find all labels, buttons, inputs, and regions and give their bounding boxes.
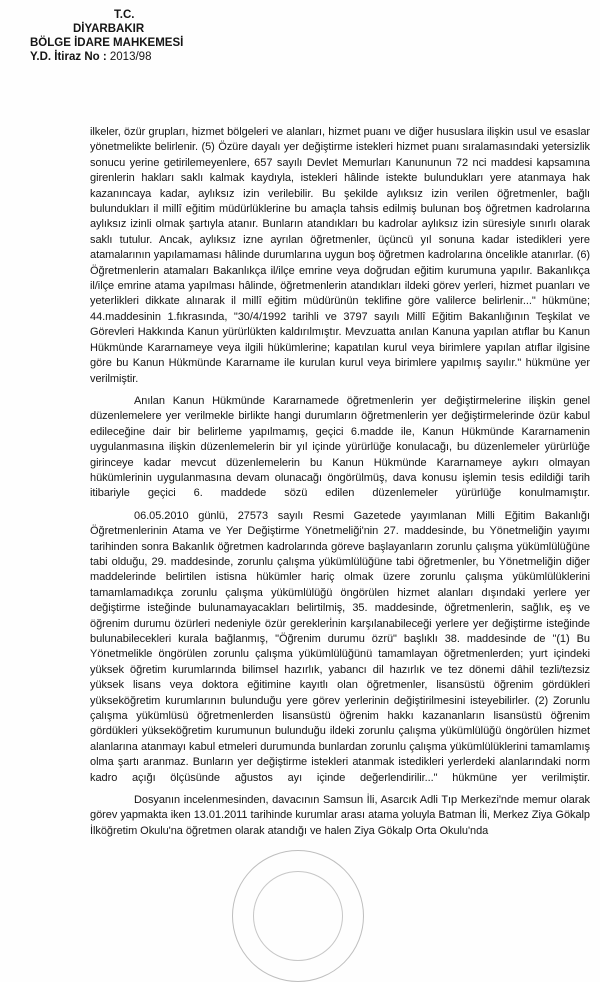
reference-label: Y.D. İtiraz No : [30,51,107,63]
court-seal-inner-ring [253,871,343,961]
document-body [90,125,590,839]
header-court-name: BÖLGE İDARE MAHKEMESİ [30,37,184,49]
reference-number: 2013/98 [109,51,152,63]
header-tc: T.C. [114,9,135,21]
court-seal-stamp [232,850,364,982]
paragraph-3: 06.05.2010 günlü, 27573 sayılı Resmi Gazetede yayımlanan Milli Eğitim Bakanlığı Öğretmenlerinin Atama ve Yer Değiştirme Yönetmeliği'nin 27. maddesinde, bu Yönetmeliğin yayımı tarihinden sonra Bakanlık öğretmen kadrolarında göreve başlayanların zorunlu çalışma yükümlülüğüne tabi olduğu, 29. maddesinde, zorunlu çalışma yükümlülüğüne tabi öğretmenler, bu Yönetmeliğin diğer maddelerinde belirtilen istisna hükümler hariç olmak üzere zorunlu çalışma yükümlülüklerini tamamlamadıkça zorunlu çalışma yükümlülüğü öngörülen hizmet alanları dışındaki yerlere yer değiştirme isteğinde bulunamayacakları belirtilmiş, 35. maddesinde, öğretmenlerin, sağlık, eş ve öğrenim durumu özürleri nedeniyle özür gerekleri̇nin karşılanabileceği yerlere yer değiştirme isteğinde bulunabilecekleri kurala bağlanmış, "Öğrenim durumu özrü" başlıklı 38. maddesinde de "(1) Bu Yönetmelikle öngörülen zorunlu çalışma yükümlülüğünü tamamlayan öğretmenlerden; yurt içindeki yüksek öğretim kurumlarında bilimsel hazırlık, yabancı dil hazırlık ve tez dönemi dâhil tezli/tezsiz yüksek lisans veya doktora eğitimine kayıtlı olan öğretmenler, lisansüstü öğrenim gördükleri yükseköğretim kurumlarının bulunduğu yere görev yerlerinin değiştirilmesini isteyebilirler. (2) Zorunlu çalışma yükümlüsü öğretmenlerden lisansüstü öğrenim hakkı kazananların lisansüstü öğrenim gördükleri yükseköğretim kurumunun bulunduğu ildeki zorunlu çalışma yükümlülüğü öngörülen hizmet alanlarına atanmayı kabul etmeleri durumunda bunlardan zorunlu çalışma yükümlülüklerini tamamlamış olma şartı aranmaz. Bunların yer değiştirme istekleri atanmak istedikleri yerlerdeki alanlarındaki norm kadro açığı ölçüsünde ağustos ayı içinde değerlendirilir..." hükmüne yer verilmiştir. [90,509,590,784]
header-city: DİYARBAKIR [73,23,145,35]
document-header [30,8,183,64]
paragraph-4: Dosyanın incelenmesinden, davacının Samsun İli, Asarcık Adli Tıp Merkezi'nde memur olarak görev yapmakta iken 13.01.2011 tarihinde kurumlar arası atama yoluyla Batman İli, Merkez Ziya Gökalp İlköğretim Okulu'na öğretmen olarak atandığı ve halen Ziya Gökalp Orta Okulu'nda [90,794,590,837]
paragraph-1: ilkeler, özür grupları, hizmet bölgeleri ve alanları, hizmet puanı ve diğer hususlara ilişkin usul ve esaslar yönetmelikte belirlenir. (5) Özüre dayalı yer değiştirme istekleri hizmet puanı sıralamasındaki yetersizlik sonucu yerine getirilemeyenlere, 657 sayılı Devlet Memurları Kanununun 72 nci maddesi kapsamına girenlerin hakları saklı kalmak kaydıyla, istekleri hâlinde istekte bulundukları yere atanmaya hak kazanıncaya kadar, aylıksız izin verilebilir. Bu şekilde aylıksız izin verilen öğretmenler, bağlı bulundukları il millî eğitim müdürlüklerine bu amaçla tahsis edilmiş bulunan boş öğretmen kadrolarına aylıksız izinli olmak şartıyla atanır. Bunların atandıkları bu kadrolar aylıksız izin süresiyle sınırlı olarak saklı tutulur. Ancak, aylıksız izne ayrılan öğretmenler, üçüncü yıl sonuna kadar istedikleri yere atamalarının yapılamaması hâlinde durumlarına uygun boş öğretmen kadrolarına öncelikle atanırlar. (6) Öğretmenlerin atamaları Bakanlıkça il/ilçe emrine veya doğrudan eğitim kurumuna yapılır. Bakanlıkça il/ilçe emrine atama yapılması hâlinde, öğretmenlerin atandıkları ildeki görev yerleri, hizmet puanları ve yeterlikleri dikkate alınarak il millî eğitim müdürünün teklifine göre valilerce belirlenir..." hükmüne; 44.maddesinin 1.fıkrasında, "30/4/1992 tarihli ve 3797 sayılı Millî Eğitim Bakanlığının Teşkilat ve Görevleri Hakkında Kanun yürürlükten kaldırılmıştır. Mevzuatta anılan Kanuna yapılan atıflar bu Kanun Hükmünde Kararnameye veya ilgili hükümlerine; kapatılan kurul veya birimlere yapılan atıflar ilgisine göre bu Kanun Hükmünde Kararname ile kurulan kurul veya birimlere yapılmış sayılır." hükmüne yer verilmiştir. [90,126,590,385]
header-reference [30,50,183,64]
paragraph-2: Anılan Kanun Hükmünde Kararnamede öğretmenlerin yer değiştirmelerine ilişkin genel düzenlemelere yer verilmekle birlikte hangi durumların öğretmenlerin yer değiştirmelerinde özür kabul edileceğine dair bir belirleme yapılmamış, geçici 6.madde ile, Kanun Hükmünde Kararnamenin uygulanmasına ilişkin düzenlemelerin bir yıl içinde yürürlüğe konulacağı, bu düzenlemeler yürürlüğe girinceye kadar mevcut düzenlemelerin bu Kanun Hükmünde Kararnameye aykırı olmayan hükümlerinin uygulanmasına devam olunacağı öngörülmüş, dava konusu işlemin tesis edildiği tarih itibariyle geçici 6. maddede sözü edilen düzenlemeler yürürlüğe konulmamıştır. [90,394,590,500]
